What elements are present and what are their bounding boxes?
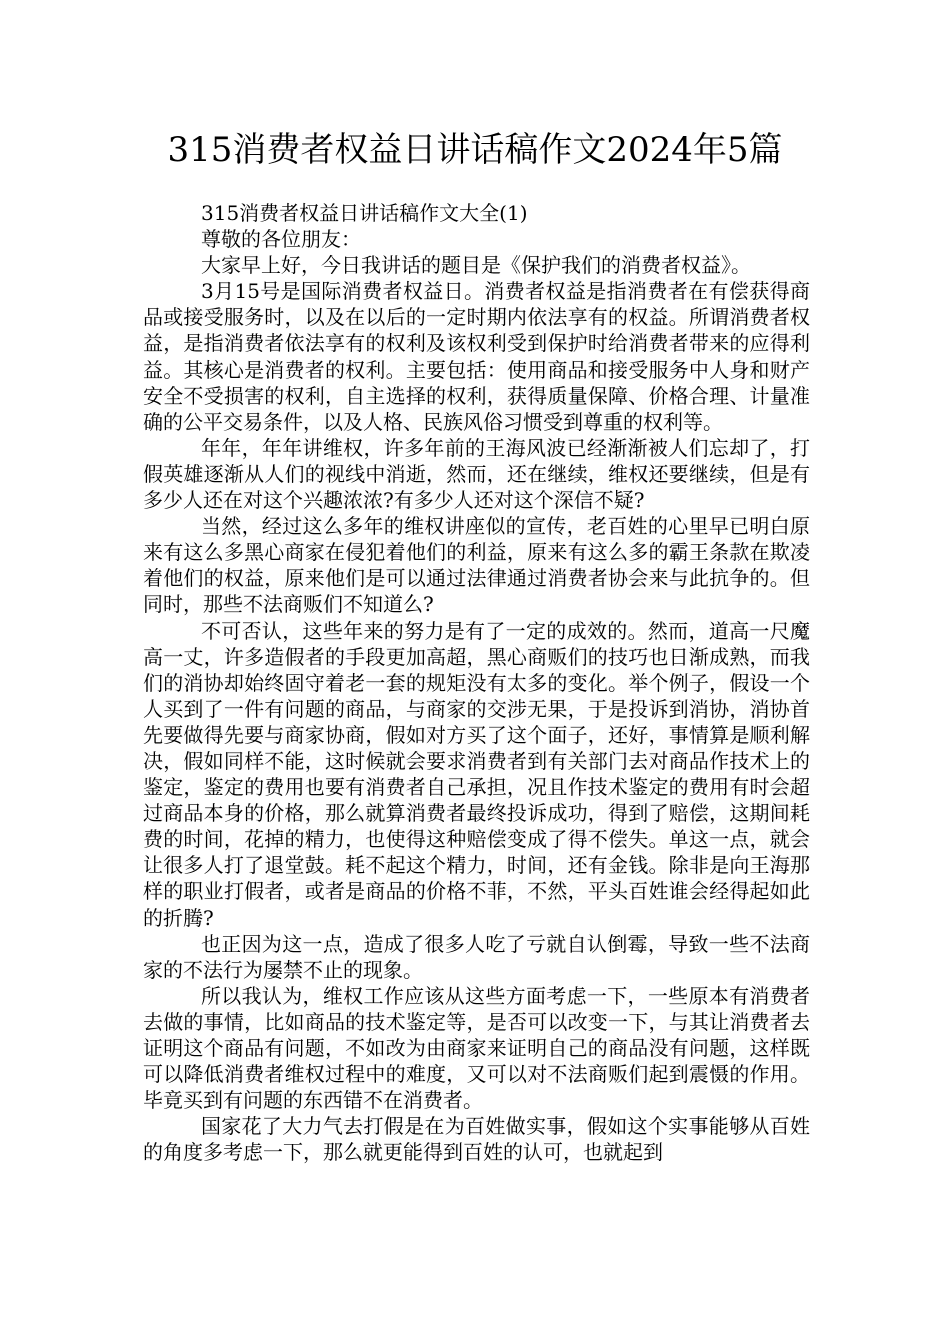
paragraph-subtitle: 315消费者权益日讲话稿作文大全(1) — [201, 201, 528, 225]
paragraph: 不可否认，这些年来的努力是有了一定的成效的。然而，道高一尺魔高一丈，许多造假者的手段更加高超，黑心商贩们的技巧也日渐成熟，而我们的消协却始终固守着老一套的规矩没有太多的变化。举个例子，假设一个人买到了一件有问题的商品，与商家的交涉无果，于是投诉到消协，消协首先要做得先要与商家协商，假如对方买了这个面子，还好，事情算是顺利解决，假如同样不能，这时候就会要求消费者到有关部门去对商品作技术上的鉴定，鉴定的费用也要有消费者自己承担，况且作技术鉴定的费用有时会超过商品本身的价格，那么就算消费者最终投诉成功，得到了赔偿，这期间耗费的时间，花掉的精力，也使得这种赔偿变成了得不偿失。单这一点，就会让很多人打了退堂鼓。耗不起这个精力，时间，还有金钱。除非是向王海那样的职业打假者，或者是商品的价格不菲，不然，平头百姓谁会经得起如此的折腾? — [143, 618, 810, 930]
paragraph-greeting: 尊敬的各位朋友： — [201, 227, 361, 252]
paragraph: 国家花了大力气去打假是在为百姓做实事，假如这个实事能够从百姓的角度多考虑一下，那么就更能得到百姓的认可，也就起到 — [143, 1114, 810, 1165]
paragraph: 年年，年年讲维权，许多年前的王海风波已经渐渐被人们忘却了，打假英雄逐渐从人们的视线中消逝，然而，还在继续，维权还要继续，但是有多少人还在对这个兴趣浓浓?有多少人还对这个深信不疑? — [143, 435, 810, 513]
paragraph: 当然，经过这么多年的维权讲座似的宣传，老百姓的心里早已明白原来有这么多黑心商家在侵犯着他们的利益，原来有这么多的霸王条款在欺凌着他们的权益，原来他们是可以通过法律通过消费者协会来与此抗争的。但同时，那些不法商贩们不知道么? — [143, 514, 810, 617]
paragraph: 3月15号是国际消费者权益日。消费者权益是指消费者在有偿获得商品或接受服务时，以及在以后的一定时期内依法享有的权益。所谓消费者权益，是指消费者依法享有的权利及该权利受到保护时给消费者带来的应得利益。其核心是消费者的权利。主要包括：使用商品和接受服务中人身和财产安全不受损害的权利，自主选择的权利，获得质量保障、价格合理、计量准确的公平交易条件，以及人格、民族风俗习惯受到尊重的权利等。 — [143, 279, 810, 434]
paragraph-intro: 大家早上好，今日我讲话的题目是《保护我们的消费者权益》。 — [201, 253, 751, 278]
paragraph: 所以我认为，维权工作应该从这些方面考虑一下，一些原本有消费者去做的事情，比如商品的技术鉴定等，是否可以改变一下，与其让消费者去证明这个商品有问题，不如改为由商家来证明自己的商品没有问题，这样既可以降低消费者维权过程中的难度，又可以对不法商贩们起到震慑的作用。毕竟买到有问题的东西错不在消费者。 — [143, 983, 810, 1113]
paragraph: 也正因为这一点，造成了很多人吃了亏就自认倒霉，导致一些不法商家的不法行为屡禁不止的现象。 — [143, 931, 810, 982]
document-title: 315消费者权益日讲话稿作文2024年5篇 — [167, 130, 783, 170]
document-body — [143, 200, 810, 1165]
